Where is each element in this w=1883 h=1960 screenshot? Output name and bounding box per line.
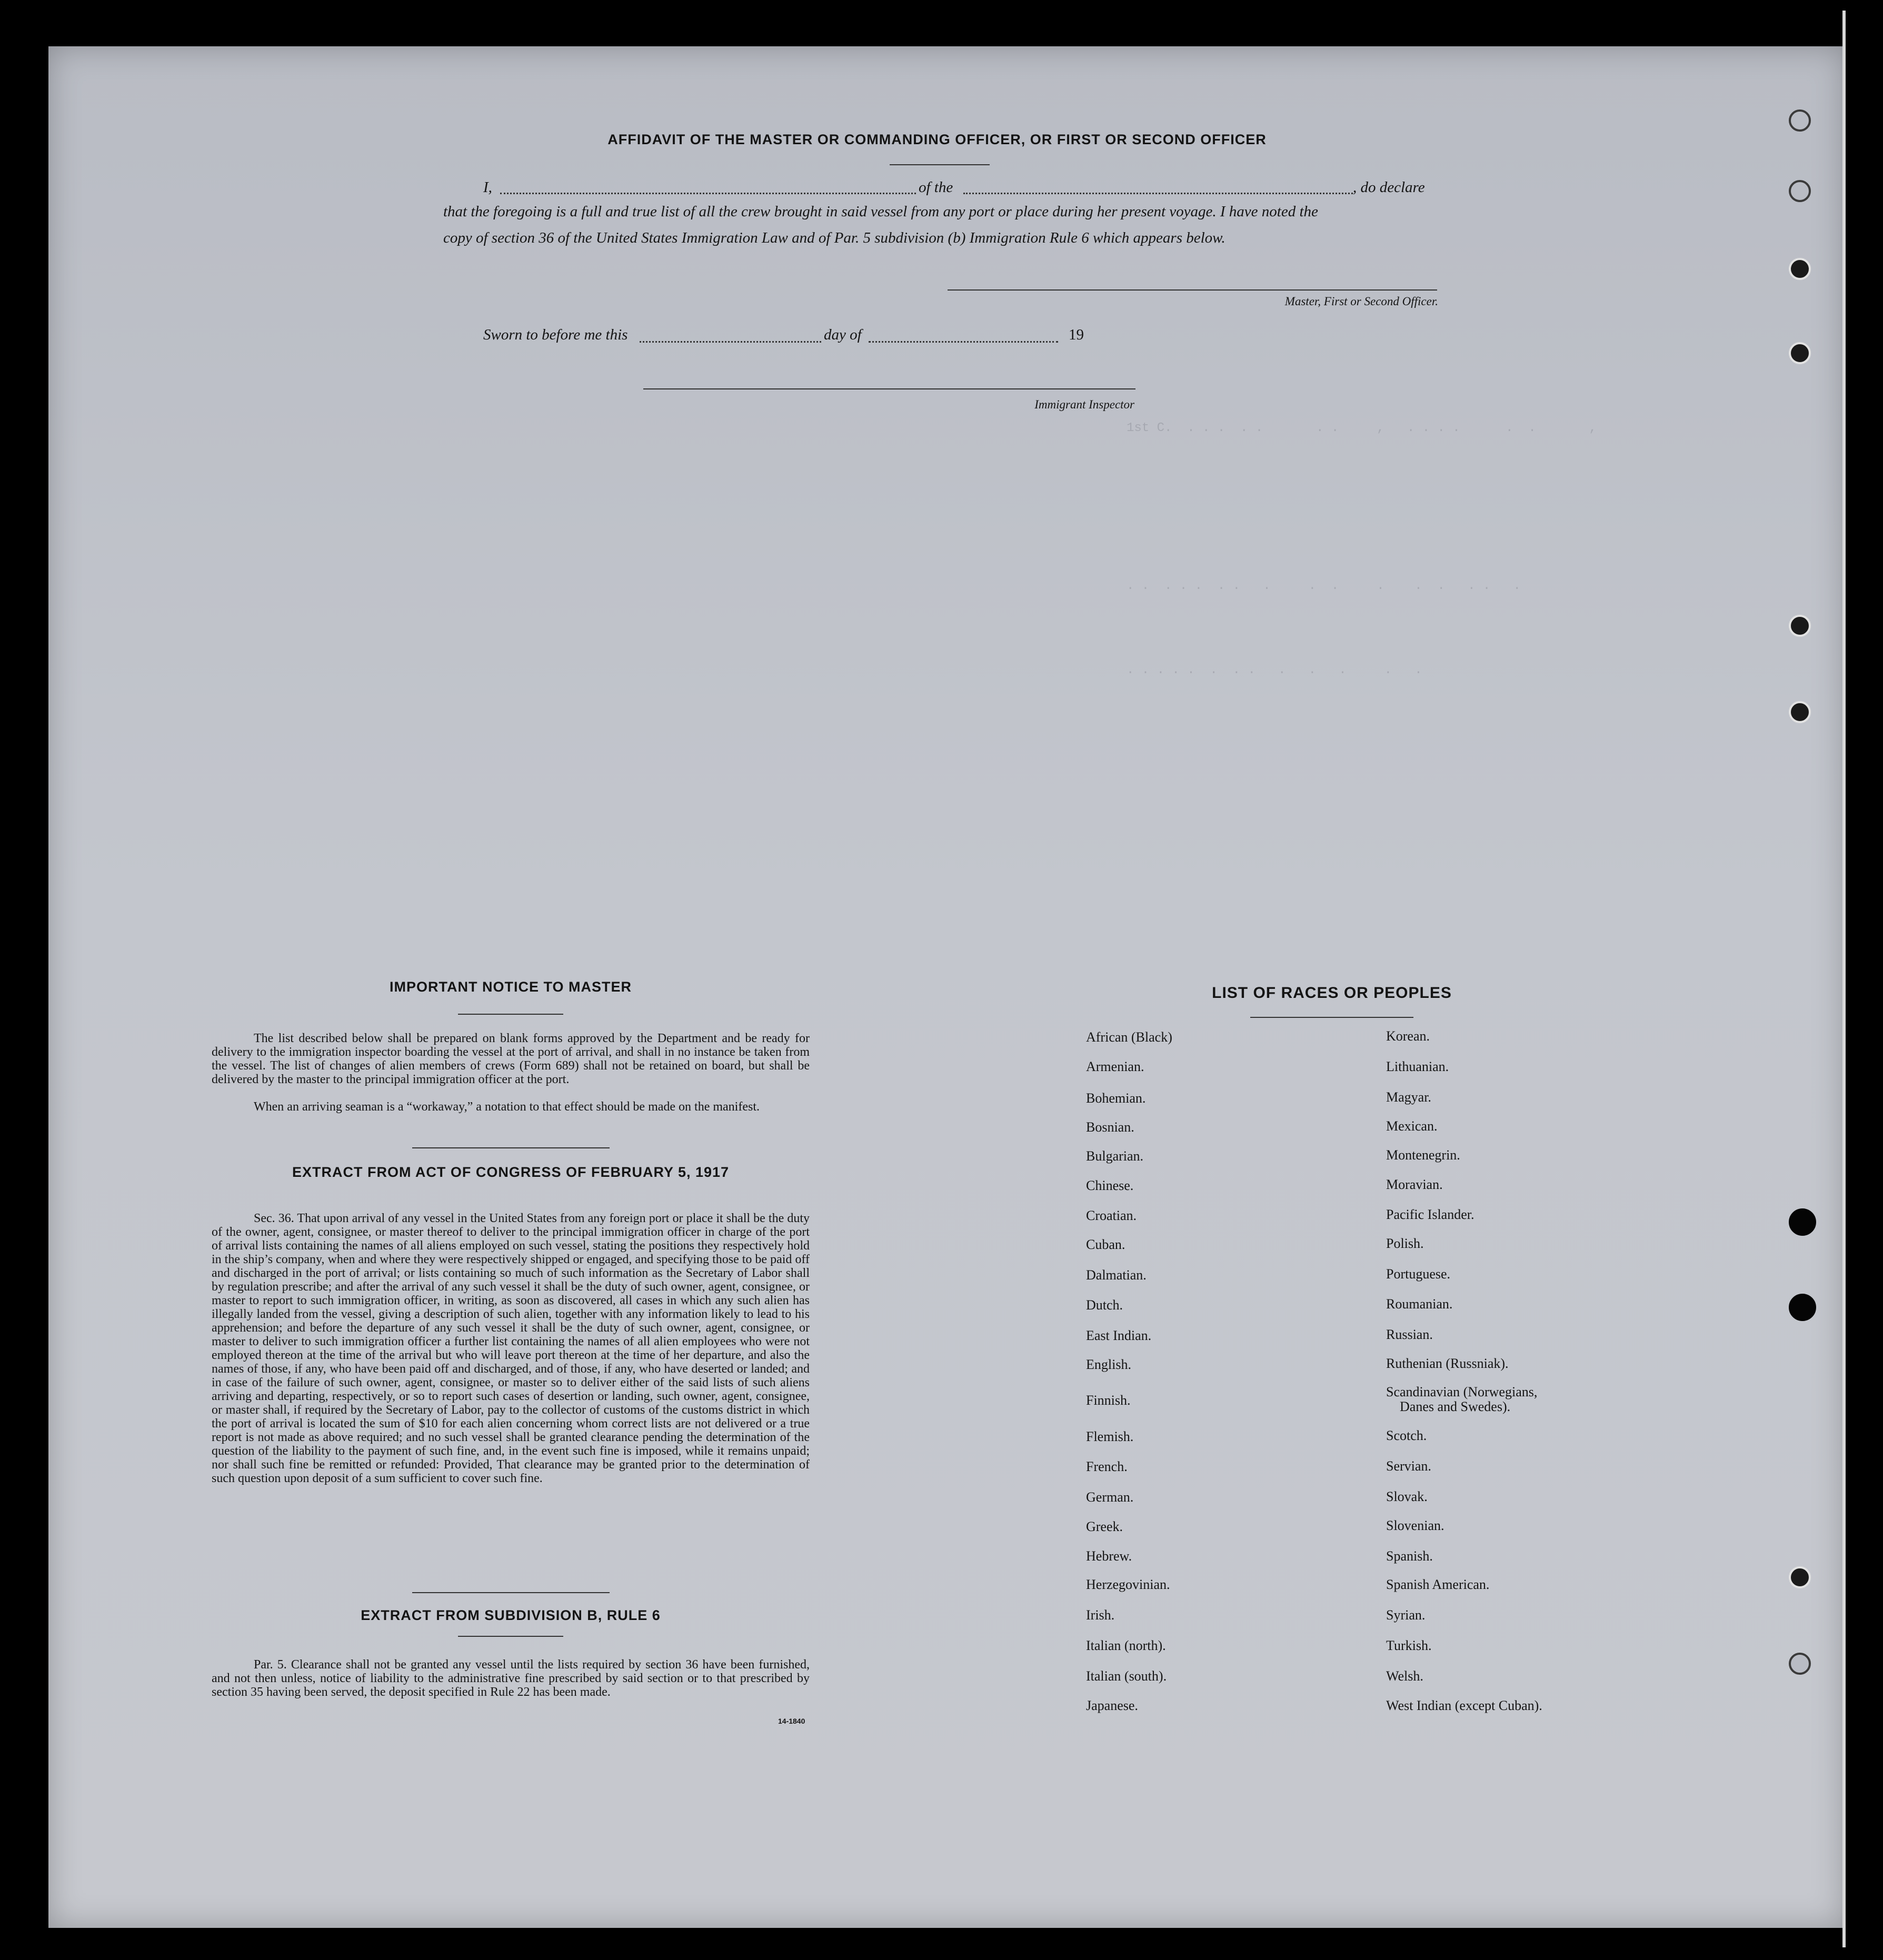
- inspector-signature-line[interactable]: [643, 388, 1135, 389]
- binder-hole: [1789, 180, 1811, 202]
- rule-extract-text: Par. 5. Clearance shall not be granted any vessel until the lists required by section 36 have been furnished, and not then unless, notice of liability to the administrative fine prescribed by said section or to that prescribed by section 35 having been served, the deposit specified in Rule 22 has been made.: [212, 1658, 810, 1699]
- race-item: Polish.: [1386, 1236, 1424, 1251]
- binder-hole: [1789, 258, 1811, 280]
- race-item: Dutch.: [1086, 1297, 1123, 1313]
- declare-i-label: I,: [483, 179, 492, 196]
- year-label: 19: [1069, 326, 1084, 343]
- notice-paragraph: When an arriving seaman is a “workaway,” a notation to that effect should be made on the manifest.: [254, 1100, 760, 1114]
- sworn-day-blank[interactable]: [640, 341, 821, 343]
- race-item: Bohemian.: [1086, 1091, 1146, 1106]
- binder-hole: [1789, 1294, 1816, 1321]
- divider: [412, 1592, 610, 1593]
- vessel-blank[interactable]: [963, 193, 1353, 194]
- race-item: Hebrew.: [1086, 1548, 1132, 1564]
- rule-extract-title: EXTRACT FROM SUBDIVISION B, RULE 6: [361, 1607, 661, 1623]
- race-item: Herzegovinian.: [1086, 1577, 1170, 1592]
- race-item: Portuguese.: [1386, 1266, 1451, 1282]
- binder-hole: [1789, 615, 1811, 637]
- act-extract-title: EXTRACT FROM ACT OF CONGRESS OF FEBRUARY 5, 1917: [292, 1164, 730, 1180]
- race-item: Slovenian.: [1386, 1518, 1444, 1533]
- race-item: Bosnian.: [1086, 1119, 1134, 1135]
- bleed-through-text: 1st C. . . . . . . . , . . . . . . ,: [1127, 421, 1597, 435]
- race-item: Spanish American.: [1386, 1577, 1490, 1592]
- race-item: Syrian.: [1386, 1607, 1426, 1623]
- declaration-line-3: copy of section 36 of the United States Immigration Law and of Par. 5 subdivision (b) Immigration Rule 6 which appears below.: [443, 229, 1226, 246]
- binder-hole: [1789, 109, 1811, 132]
- binder-hole: [1789, 1653, 1811, 1675]
- divider: [890, 164, 990, 165]
- race-item: Turkish.: [1386, 1638, 1432, 1653]
- act-extract-text: Sec. 36. That upon arrival of any vessel in the United States from any foreign port or place it shall be the duty of the owner, agent, consignee, or master thereof to deliver to the principal immigration officer in charge of the port of arrival lists containing the names of all aliens employed on such vessel, stating the positions they respectively hold in the ship’s company, when and where they were respectively shipped or engaged, and specifying those to be paid off and discharged in the port of arrival; or lists containing so much of such information as the Secretary of Labor shall by regulation prescribe; and after the arrival of any such vessel it shall be the duty of such owner, agent, consignee, or master to report to such immigration officer, in writing, as soon as discovered, all cases in which any such alien has illegally landed from the vessel, giving a description of such alien, together with any information likely to lead to his apprehension; and before the departure of any such vessel it shall be the duty of such owner, agent, consignee, or master to deliver to such immigration officer a further list containing the names of all alien employees who were not employed thereon at the time of the arrival but who will leave port thereon at the time of her departure, and also the names of those, if any, who have been paid off and discharged, and of those, if any, who have deserted or landed; and in case of the failure of such owner, agent, consignee, or master so to deliver either of the said lists of such aliens arriving and departing, respectively, or so to report such cases of desertion or landing, such owner, agent, consignee, or master shall, if required by the Secretary of Labor, pay to the collector of customs of the customs district in which the port of arrival is located the sum of $10 for each alien concerning whom correct lists are not delivered or a true report is not made as above required; and no such vessel shall be granted clearance pending the determination of the question of the liability to the payment of such fine, and, in the event such fine is imposed, while it remains unpaid; nor shall such fine be remitted or refunded: Provided, That clearance may be granted prior to the determination of such question upon deposit of a sum sufficient to cover such fine.: [212, 1212, 810, 1485]
- notice-title: IMPORTANT NOTICE TO MASTER: [390, 979, 632, 995]
- race-item: Danes and Swedes).: [1400, 1399, 1511, 1414]
- race-item: Roumanian.: [1386, 1296, 1453, 1312]
- race-item: Servian.: [1386, 1458, 1431, 1474]
- race-item: French.: [1086, 1459, 1128, 1474]
- race-item: Armenian.: [1086, 1059, 1144, 1074]
- divider: [1250, 1017, 1413, 1018]
- form-number: 14-1840: [778, 1717, 805, 1725]
- race-item: Flemish.: [1086, 1429, 1134, 1444]
- sworn-month-blank[interactable]: [869, 341, 1058, 343]
- race-item: African (Black): [1086, 1029, 1172, 1045]
- race-item: Pacific Islander.: [1386, 1207, 1474, 1222]
- sheet-edge: [1842, 11, 1846, 1947]
- binder-hole: [1789, 1208, 1816, 1236]
- name-blank[interactable]: [500, 193, 916, 194]
- inspector-label: Immigrant Inspector: [1034, 398, 1134, 411]
- officer-signature-line[interactable]: [948, 289, 1437, 291]
- race-item: Finnish.: [1086, 1393, 1131, 1408]
- races-title: LIST OF RACES OR PEOPLES: [1212, 984, 1452, 1002]
- binder-hole: [1789, 342, 1811, 364]
- bleed-through-text: . . . . . . . . . . . . .: [1127, 663, 1422, 677]
- of-the-label: of the: [919, 179, 953, 196]
- declaration-line-2: that the foregoing is a full and true list of all the crew brought in said vessel from any port or place during her present voyage. I have noted the: [443, 203, 1318, 220]
- race-item: Greek.: [1086, 1519, 1123, 1534]
- race-item: Moravian.: [1386, 1177, 1443, 1192]
- race-item: German.: [1086, 1489, 1134, 1505]
- day-of-label: day of: [824, 326, 862, 343]
- notice-paragraph: The list described below shall be prepared on blank forms approved by the Department and be ready for delivery to the immigration inspector boarding the vessel at the port of arrival, and shall in no instance be taken from the vessel. The list of changes of alien members of crews (Form 689) shall not be retained on board, but shall be delivered by the master to the principal immigration officer at the port.: [212, 1032, 810, 1086]
- race-item: Italian (south).: [1086, 1668, 1167, 1684]
- race-item: Bulgarian.: [1086, 1148, 1144, 1164]
- race-item: Scotch.: [1386, 1428, 1427, 1443]
- race-item: English.: [1086, 1357, 1131, 1372]
- race-item: Korean.: [1386, 1028, 1430, 1044]
- race-item: Irish.: [1086, 1607, 1115, 1623]
- affidavit-title: AFFIDAVIT OF THE MASTER OR COMMANDING OFFICER, OR FIRST OR SECOND OFFICER: [607, 132, 1267, 147]
- race-item: Cuban.: [1086, 1237, 1125, 1252]
- race-item: Italian (north).: [1086, 1638, 1166, 1653]
- race-item: Magyar.: [1386, 1089, 1431, 1105]
- race-item: Lithuanian.: [1386, 1059, 1449, 1074]
- divider: [458, 1636, 563, 1637]
- sworn-label: Sworn to before me this: [483, 326, 628, 343]
- race-item: East Indian.: [1086, 1328, 1152, 1343]
- race-item: Chinese.: [1086, 1178, 1134, 1193]
- race-item: West Indian (except Cuban).: [1386, 1698, 1542, 1713]
- binder-hole: [1789, 1566, 1811, 1588]
- race-item: Montenegrin.: [1386, 1147, 1460, 1163]
- divider: [412, 1147, 610, 1148]
- officer-label: Master, First or Second Officer.: [1284, 295, 1438, 308]
- bleed-through-text: . . . . . . . . . . . . . . . .: [1127, 579, 1521, 593]
- race-item: Dalmatian.: [1086, 1267, 1147, 1283]
- race-item: Welsh.: [1386, 1668, 1423, 1684]
- do-declare-label: , do declare: [1353, 179, 1425, 196]
- race-item: Mexican.: [1386, 1118, 1438, 1134]
- race-item: Slovak.: [1386, 1489, 1428, 1504]
- race-item: Spanish.: [1386, 1548, 1433, 1564]
- divider: [458, 1014, 563, 1015]
- race-item: Japanese.: [1086, 1698, 1138, 1713]
- binder-hole: [1789, 701, 1811, 723]
- race-item: Russian.: [1386, 1327, 1433, 1342]
- race-item: Scandinavian (Norwegians,: [1386, 1384, 1538, 1399]
- race-item: Croatian.: [1086, 1208, 1137, 1223]
- race-item: Ruthenian (Russniak).: [1386, 1356, 1509, 1371]
